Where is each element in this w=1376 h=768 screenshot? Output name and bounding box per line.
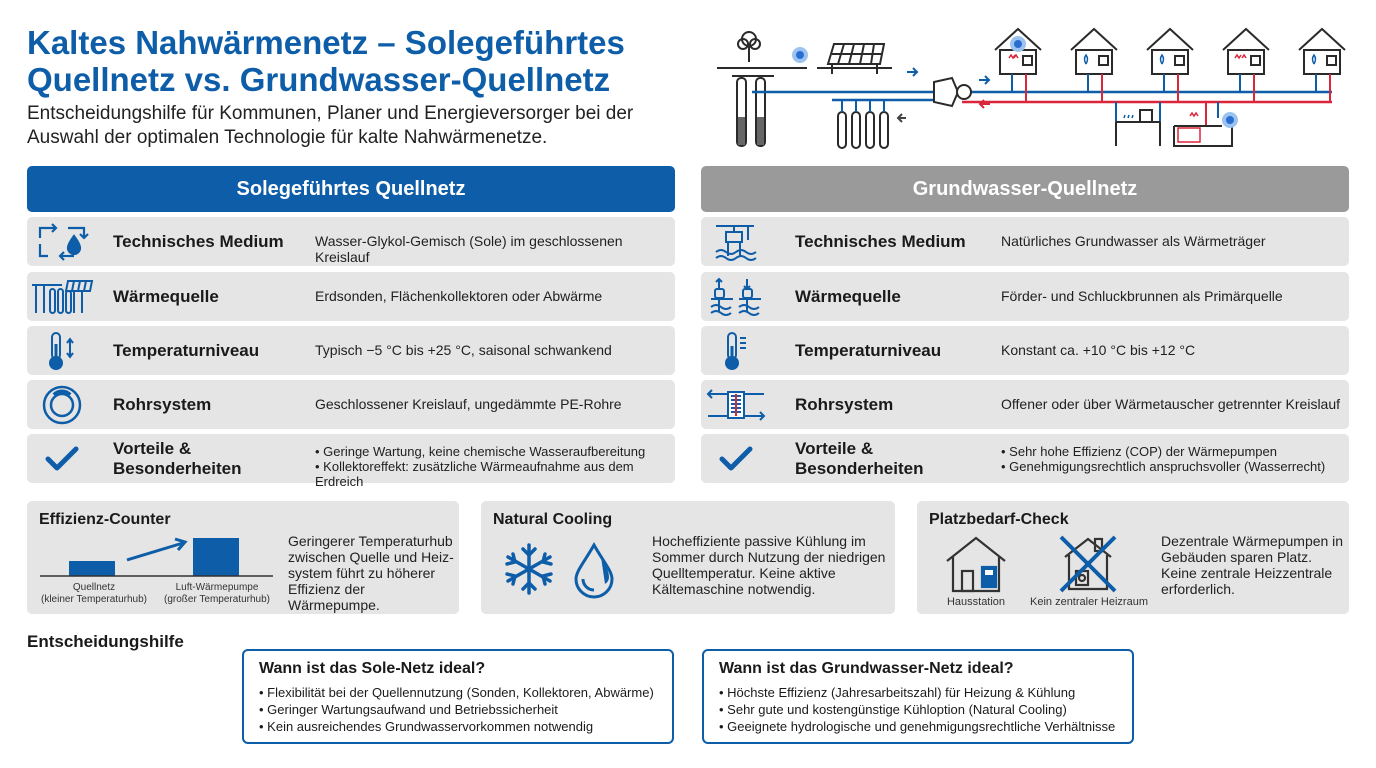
title-line-1: Kaltes Nahwärmenetz – Solegeführtes (27, 24, 625, 61)
solar-collector-icon (828, 44, 884, 74)
bar-label-source (29, 582, 159, 606)
tree-icon (738, 32, 760, 62)
panel-text (1161, 533, 1347, 597)
row-label: Temperaturniveau (113, 340, 260, 360)
text-line: zwischen Quelle und Heiz- (288, 549, 454, 565)
row-label: Wärmequelle (113, 286, 219, 306)
thermometer-icon (701, 330, 771, 372)
sole-row-pipes (27, 380, 675, 429)
natural-cooling-panel (481, 501, 895, 614)
text-line: Gebäuden sparen Platz. (1161, 549, 1312, 565)
wells-pair-icon (701, 277, 771, 317)
row-value: Typisch −5 °C bis +25 °C, saisonal schwankend (315, 342, 612, 358)
subtitle-line-2: Auswahl der optimalen Technologie für kalte Nahwärmenetze. (27, 127, 548, 148)
list-item: • Sehr gute und kostengünstige Kühloption (Natural Cooling) (719, 701, 1115, 718)
sole-row-temperature (27, 326, 675, 375)
text-line: Dezentrale Wärmepumpen in (1161, 533, 1344, 549)
page-subtitle (27, 102, 667, 150)
sole-row-source (27, 272, 675, 321)
probe-icon (732, 76, 774, 146)
air-heat-pump-bar (193, 538, 239, 576)
row-label: Technisches Medium (795, 231, 966, 251)
heat-exchanger-icon (701, 386, 771, 424)
row-label: Technisches Medium (113, 231, 284, 251)
bar-label-line: Luft-Wärmepumpe (175, 582, 259, 593)
increase-arrow (127, 543, 183, 560)
groundwater-column-header: Grundwasser-Quellnetz (701, 166, 1349, 212)
sole-row-medium (27, 217, 675, 266)
row-value (315, 444, 675, 489)
row-value: Konstant ca. +10 °C bis +12 °C (1001, 342, 1196, 358)
closed-ring-icon (27, 383, 97, 427)
gw-row-pipes (701, 380, 1349, 429)
subtitle-line-1: Entscheidungshilfe für Kommunen, Planer und Energieversorger bei der (27, 103, 634, 124)
row-value: Förder- und Schluckbrunnen als Primärquelle (1001, 288, 1283, 304)
bar-label-line: Quellnetz (72, 582, 116, 593)
water-drop-icon (571, 541, 617, 599)
check-icon (701, 444, 771, 474)
text-line: system führt zu höherer (288, 565, 436, 581)
page-title (27, 24, 707, 98)
row-value: Erdsonden, Flächenkollektoren oder Abwärme (315, 288, 603, 304)
row-label: Rohrsystem (795, 394, 894, 414)
panel-title: Platzbedarf-Check (929, 511, 1069, 528)
text-line: Kältemaschine notwendig. (652, 581, 816, 597)
row-label: Vorteile & Besonderheiten (795, 438, 924, 478)
sole-column-header: Solegeführtes Quellnetz (27, 166, 675, 212)
efficiency-panel (27, 501, 459, 614)
thermometer-arrows-icon (27, 330, 97, 372)
well-icon (701, 222, 771, 262)
text-line: Hocheffiziente passive Kühlung im (652, 533, 866, 549)
row-label: Rohrsystem (113, 394, 212, 414)
advantage-line: • Sehr hohe Effizienz (COP) der Wärmepumpen (1001, 444, 1277, 459)
bar-label-air (152, 582, 282, 606)
gw-row-temperature (701, 326, 1349, 375)
network-schematic (712, 22, 1352, 162)
substation-icon (1116, 102, 1160, 146)
no-boiler-room-label: Kein zentraler Heizraum (1030, 596, 1148, 608)
criteria-list (719, 684, 1115, 735)
no-boiler-room-icon (1057, 533, 1119, 593)
space-check-panel (917, 501, 1349, 614)
text-line: Quelltemperatur. Keine aktive (652, 565, 836, 581)
house-station-icon (945, 535, 1007, 593)
text-line: Geringerer Temperaturhub (288, 533, 453, 549)
gw-row-medium (701, 217, 1349, 266)
row-value: Natürliches Grundwasser als Wärmeträger (1001, 233, 1266, 249)
text-line: Effizienz der Wärmepumpe. (288, 581, 380, 613)
list-item: • Höchste Effizienz (Jahresarbeitszahl) für Heizung & Kühlung (719, 684, 1115, 701)
advantage-line: • Kollektoreffekt: zusätzliche Wärmeaufnahme aus dem Erdreich (315, 459, 634, 489)
gw-row-source (701, 272, 1349, 321)
row-label: Vorteile & Besonderheiten (113, 438, 242, 478)
text-line: erforderlich. (1161, 581, 1235, 597)
groundwater-ideal-box (702, 649, 1134, 744)
sole-ideal-box (242, 649, 674, 744)
panel-title: Natural Cooling (493, 511, 613, 528)
list-item: • Geringer Wartungsaufwand und Betriebssicherheit (259, 701, 654, 718)
loop-droplet-icon (27, 222, 97, 262)
efficiency-bar-chart (37, 533, 287, 579)
row-value (1001, 444, 1325, 474)
row-value: Offener oder über Wärmetauscher getrennter Kreislauf (1001, 396, 1341, 412)
advantage-line: • Geringe Wartung, keine chemische Wasseraufbereitung (315, 444, 646, 459)
text-line: Sommer durch Nutzung der niedrigen (652, 549, 886, 565)
sole-row-advantages (27, 434, 675, 489)
box-title: Wann ist das Grundwasser-Netz ideal? (719, 660, 1014, 677)
panel-text (652, 533, 892, 597)
row-value: Geschlossener Kreislauf, ungedämmte PE-Rohre (315, 396, 622, 412)
box-title: Wann ist das Sole-Netz ideal? (259, 660, 486, 677)
list-item: • Flexibilität bei der Quellennutzung (Sonden, Kollektoren, Abwärme) (259, 684, 654, 701)
collector-tubes-icon (838, 100, 888, 148)
row-label: Temperaturniveau (795, 340, 942, 360)
list-item: • Geeignete hydrologische und genehmigungsrechtliche Verhältnisse (719, 718, 1115, 735)
panel-title: Effizienz-Counter (39, 511, 171, 528)
bar-label-line: (kleiner Temperaturhub) (41, 594, 147, 605)
probes-collector-icon (27, 277, 97, 317)
source-network-bar (69, 561, 115, 576)
list-item: • Kein ausreichendes Grundwasservorkommen notwendig (259, 718, 654, 735)
bar-label-line: (großer Temperaturhub) (164, 594, 270, 605)
house-station-label: Hausstation (946, 596, 1006, 608)
row-label: Wärmequelle (795, 286, 901, 306)
title-line-2: Quellnetz vs. Grundwasser-Quellnetz (27, 61, 611, 98)
panel-text (288, 533, 458, 613)
row-value: Wasser-Glykol-Gemisch (Sole) im geschlossenen Kreislauf (315, 233, 623, 265)
sensor-dot (794, 49, 806, 61)
gw-row-advantages (701, 434, 1349, 483)
text-line: Keine zentrale Heizzentrale (1161, 565, 1333, 581)
snowflake-icon (501, 541, 557, 597)
decision-heading: Entscheidungshilfe (27, 632, 184, 651)
advantage-line: • Genehmigungsrechtlich anspruchsvoller (Wasserrecht) (1001, 459, 1326, 474)
criteria-list (259, 684, 654, 735)
check-icon (27, 444, 97, 474)
